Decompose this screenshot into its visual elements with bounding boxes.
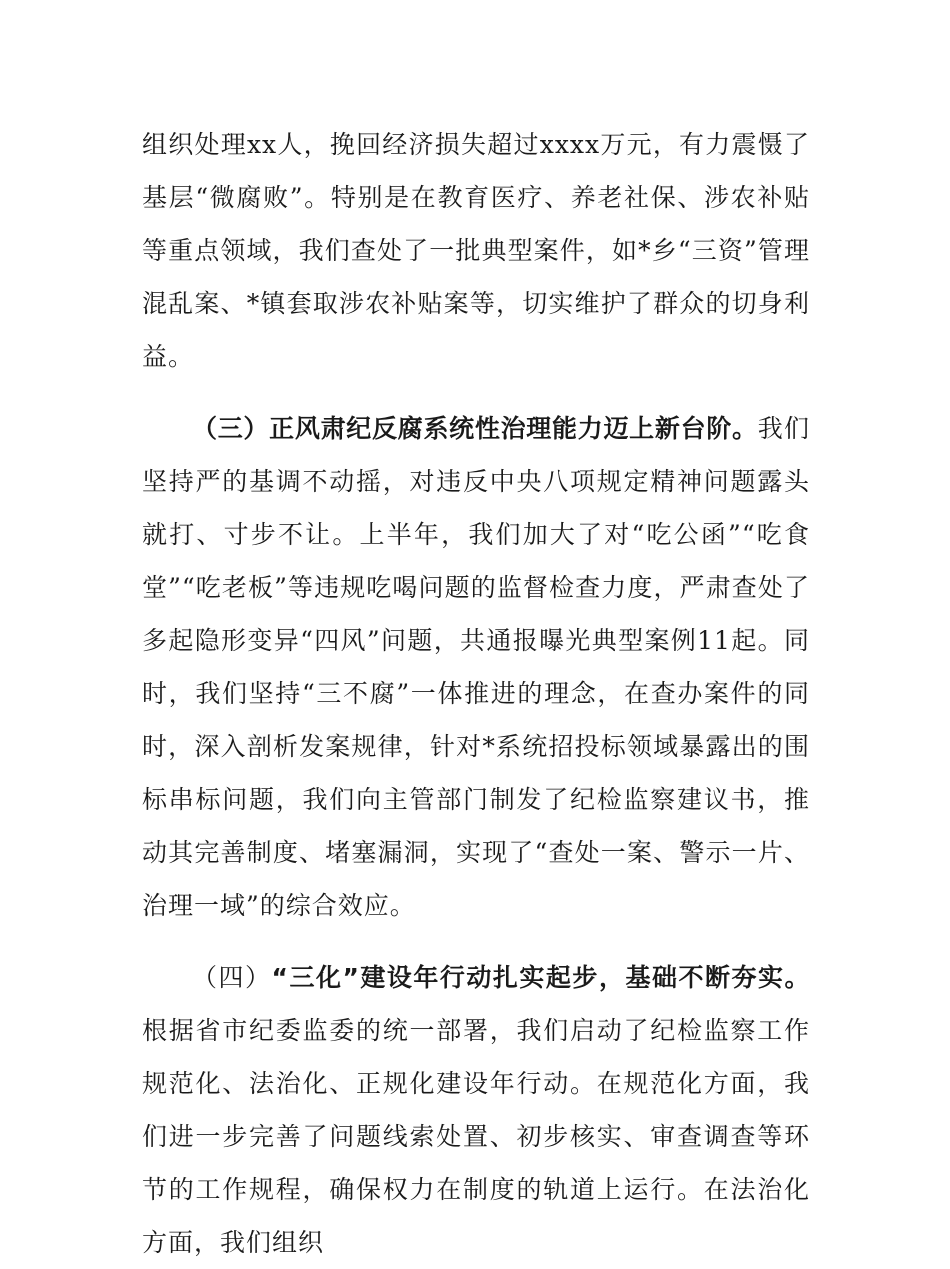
document-body — [142, 118, 810, 1269]
paragraph-text: 我们坚持严的基调不动摇，对违反中央八项规定精神问题露头就打、寸步不让。上半年，我们加大了对“吃公函”“吃食堂”“吃老板”等违规吃喝问题的监督检查力度，严肃查处了多起隐形变异“四风”问题，共通报曝光典型案例11起。同时，我们坚持“三不腐”一体推进的理念，在查办案件的同时，深入剖析发案规律，针对*系统招投标领域暴露出的围标串标问题，我们向主管部门制发了纪检监察建议书，推动其完善制度、堵塞漏洞，实现了“查处一案、警示一片、治理一域”的综合效应。 — [142, 414, 810, 920]
paragraph-text: 组织处理xx人，挽回经济损失超过xxxx万元，有力震慑了基层“微腐败”。特别是在教育医疗、养老社保、涉农补贴等重点领域，我们查处了一批典型案件，如*乡“三资”管理混乱案、*镇套取涉农补贴案等，切实维护了群众的切身利益。 — [142, 130, 810, 371]
paragraph-text: 根据省市纪委监委的统一部署，我们启动了纪检监察工作规范化、法治化、正规化建设年行动。在规范化方面，我们进一步完善了问题线索处置、初步核实、审查调查等环节的工作规程，确保权力在制度的轨道上运行。在法治化方面，我们组织 — [142, 1016, 810, 1257]
section-four-number: （四） — [192, 963, 272, 992]
section-four-heading: “三化”建设年行动扎实起步，基础不断夯实。 — [271, 963, 810, 992]
paragraph-section-four — [142, 951, 810, 1269]
section-three-heading: （三）正风肃纪反腐系统性治理能力迈上新台阶。 — [192, 414, 758, 443]
paragraph-section-three — [142, 402, 810, 932]
paragraph-case-handling — [142, 118, 810, 383]
